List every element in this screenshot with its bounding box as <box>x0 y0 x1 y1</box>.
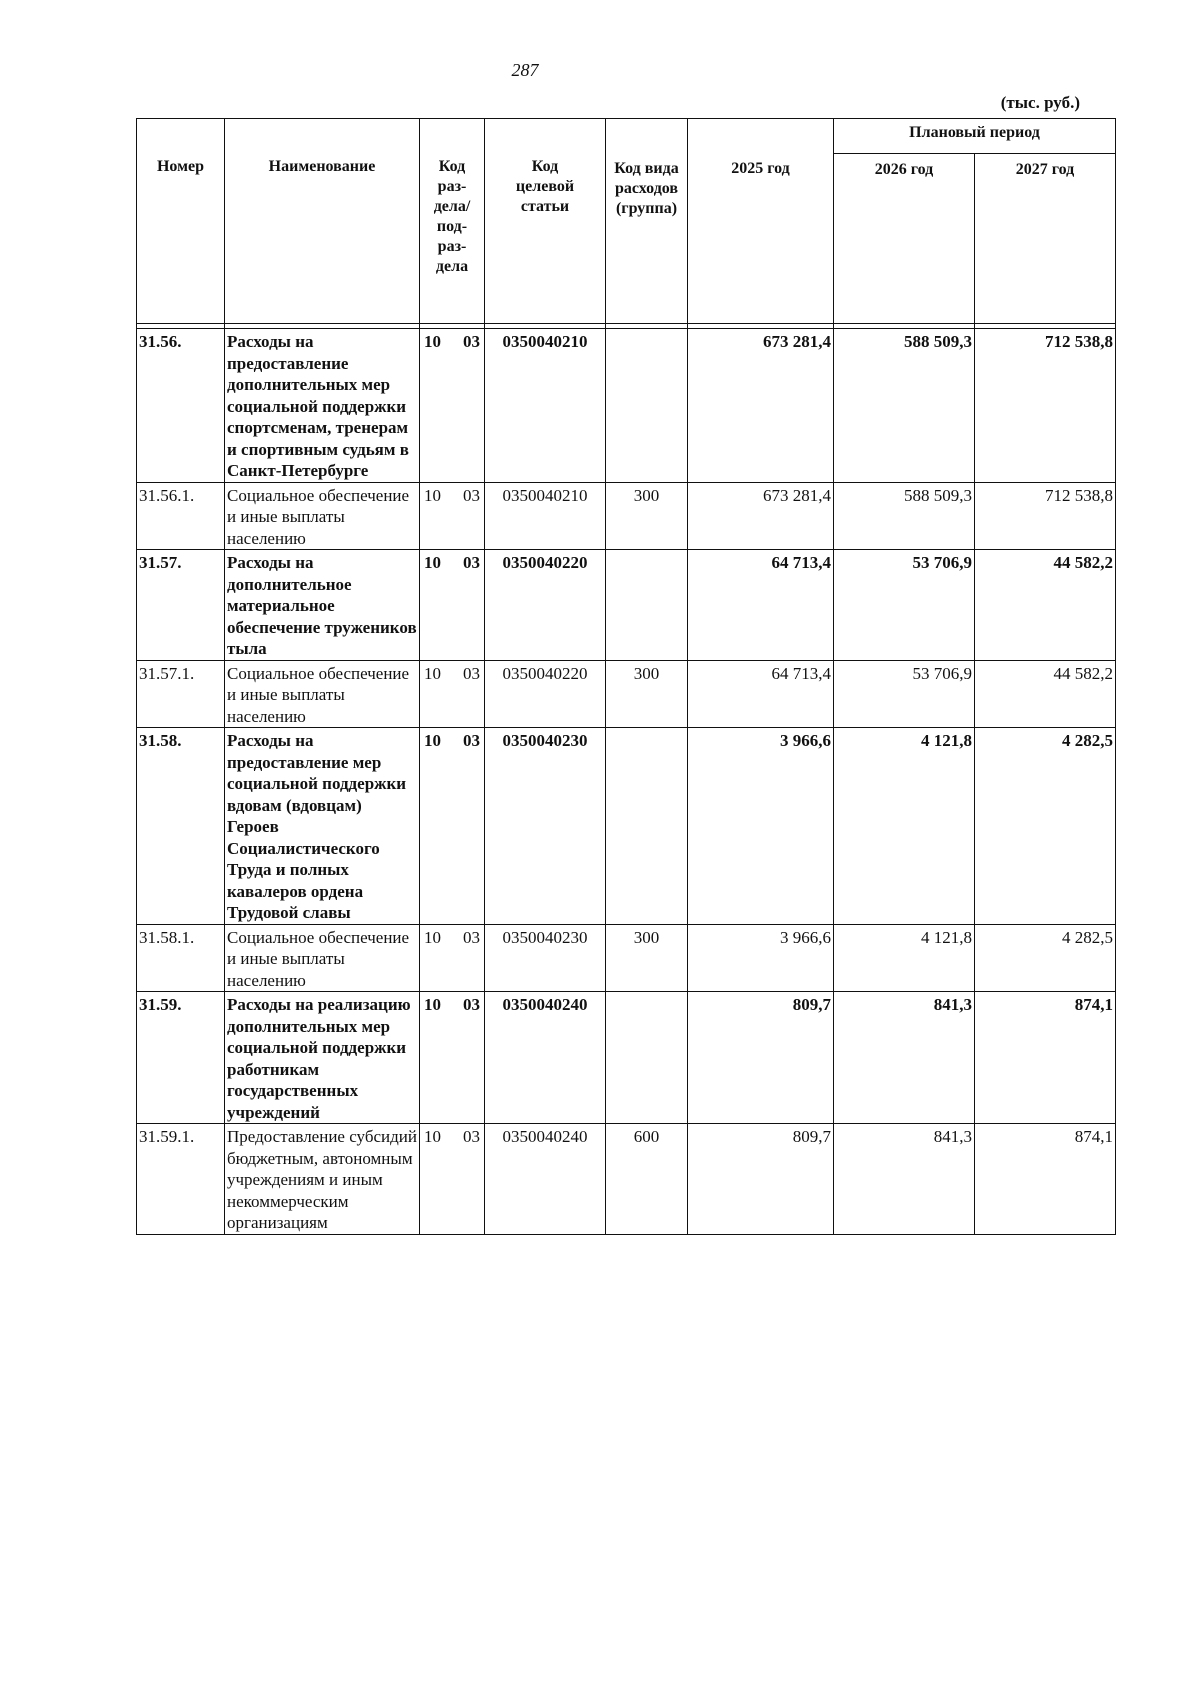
units-note: (тыс. руб.) <box>1000 93 1080 112</box>
header-2025: 2025 год <box>688 119 834 324</box>
row-2026: 4 121,8 <box>834 924 975 992</box>
row-2025: 809,7 <box>688 1124 834 1235</box>
table-row <box>137 924 1116 992</box>
row-number: 31.57.1. <box>137 660 225 728</box>
row-2025: 673 281,4 <box>688 482 834 550</box>
row-target-code: 0350040210 <box>485 329 606 483</box>
header-row-top <box>137 119 1116 154</box>
header-target-code: Код целевой статьи <box>485 119 606 324</box>
row-expense-kind <box>606 992 688 1124</box>
table-row <box>137 1124 1116 1235</box>
row-2027: 712 538,8 <box>975 329 1116 483</box>
row-section-code: 10 03 <box>420 728 485 925</box>
row-target-code: 0350040220 <box>485 660 606 728</box>
page-number: 287 <box>511 60 539 80</box>
header-2027: 2027 год <box>975 154 1116 324</box>
row-section-code: 10 03 <box>420 924 485 992</box>
row-2026: 53 706,9 <box>834 660 975 728</box>
row-section-code: 10 03 <box>420 329 485 483</box>
row-target-code: 0350040240 <box>485 992 606 1124</box>
row-2027: 44 582,2 <box>975 550 1116 661</box>
row-expense-kind: 300 <box>606 482 688 550</box>
row-2027: 874,1 <box>975 1124 1116 1235</box>
row-2026: 588 509,3 <box>834 329 975 483</box>
row-section-code: 10 03 <box>420 660 485 728</box>
row-name: Расходы на предоставление дополнительных мер социальной поддержки спортсменам, тренерам и спортивным судьям в Санкт-Петербурге <box>225 329 420 483</box>
row-2026: 588 509,3 <box>834 482 975 550</box>
row-target-code: 0350040230 <box>485 728 606 925</box>
row-section-code: 10 03 <box>420 482 485 550</box>
row-number: 31.58.1. <box>137 924 225 992</box>
row-expense-kind: 300 <box>606 924 688 992</box>
row-name: Социальное обеспечение и иные выплаты населению <box>225 924 420 992</box>
row-2027: 4 282,5 <box>975 728 1116 925</box>
row-2027: 4 282,5 <box>975 924 1116 992</box>
row-expense-kind <box>606 550 688 661</box>
row-number: 31.59.1. <box>137 1124 225 1235</box>
row-section-code: 10 03 <box>420 1124 485 1235</box>
header-2026: 2026 год <box>834 154 975 324</box>
header-section-code: Код раз- дела/ под- раз- дела <box>420 119 485 324</box>
header-planned-period: Плановый период <box>834 119 1116 154</box>
row-2026: 841,3 <box>834 992 975 1124</box>
table-row <box>137 728 1116 925</box>
row-target-code: 0350040220 <box>485 550 606 661</box>
row-2025: 809,7 <box>688 992 834 1124</box>
row-2027: 712 538,8 <box>975 482 1116 550</box>
table-row <box>137 992 1116 1124</box>
row-number: 31.59. <box>137 992 225 1124</box>
table-row <box>137 329 1116 483</box>
row-2026: 4 121,8 <box>834 728 975 925</box>
row-2027: 44 582,2 <box>975 660 1116 728</box>
row-name: Предоставление субсидий бюджетным, автономным учреждениям и иным некоммерческим организациям <box>225 1124 420 1235</box>
row-2025: 673 281,4 <box>688 329 834 483</box>
row-number: 31.57. <box>137 550 225 661</box>
row-2026: 53 706,9 <box>834 550 975 661</box>
table-row <box>137 660 1116 728</box>
row-expense-kind: 300 <box>606 660 688 728</box>
row-name: Социальное обеспечение и иные выплаты населению <box>225 482 420 550</box>
row-number: 31.56. <box>137 329 225 483</box>
table-row <box>137 482 1116 550</box>
row-2025: 3 966,6 <box>688 728 834 925</box>
row-section-code: 10 03 <box>420 550 485 661</box>
row-target-code: 0350040210 <box>485 482 606 550</box>
row-name: Социальное обеспечение и иные выплаты населению <box>225 660 420 728</box>
header-name: Наименование <box>225 119 420 324</box>
row-name: Расходы на дополнительное материальное обеспечение тружеников тыла <box>225 550 420 661</box>
row-2025: 64 713,4 <box>688 550 834 661</box>
row-expense-kind <box>606 728 688 925</box>
row-name: Расходы на реализацию дополнительных мер социальной поддержки работникам государственных учреждений <box>225 992 420 1124</box>
row-2026: 841,3 <box>834 1124 975 1235</box>
row-2025: 3 966,6 <box>688 924 834 992</box>
budget-table <box>136 118 1116 1235</box>
row-2027: 874,1 <box>975 992 1116 1124</box>
row-number: 31.56.1. <box>137 482 225 550</box>
row-expense-kind: 600 <box>606 1124 688 1235</box>
row-expense-kind <box>606 329 688 483</box>
row-name: Расходы на предоставление мер социальной поддержки вдовам (вдовцам) Героев Социалистического Труда и полных кавалеров ордена Трудовой славы <box>225 728 420 925</box>
row-section-code: 10 03 <box>420 992 485 1124</box>
header-number: Номер <box>137 119 225 324</box>
row-target-code: 0350040240 <box>485 1124 606 1235</box>
row-target-code: 0350040230 <box>485 924 606 992</box>
row-number: 31.58. <box>137 728 225 925</box>
header-expense-kind: Код вида расходов (группа) <box>606 119 688 324</box>
table-row <box>137 550 1116 661</box>
row-2025: 64 713,4 <box>688 660 834 728</box>
